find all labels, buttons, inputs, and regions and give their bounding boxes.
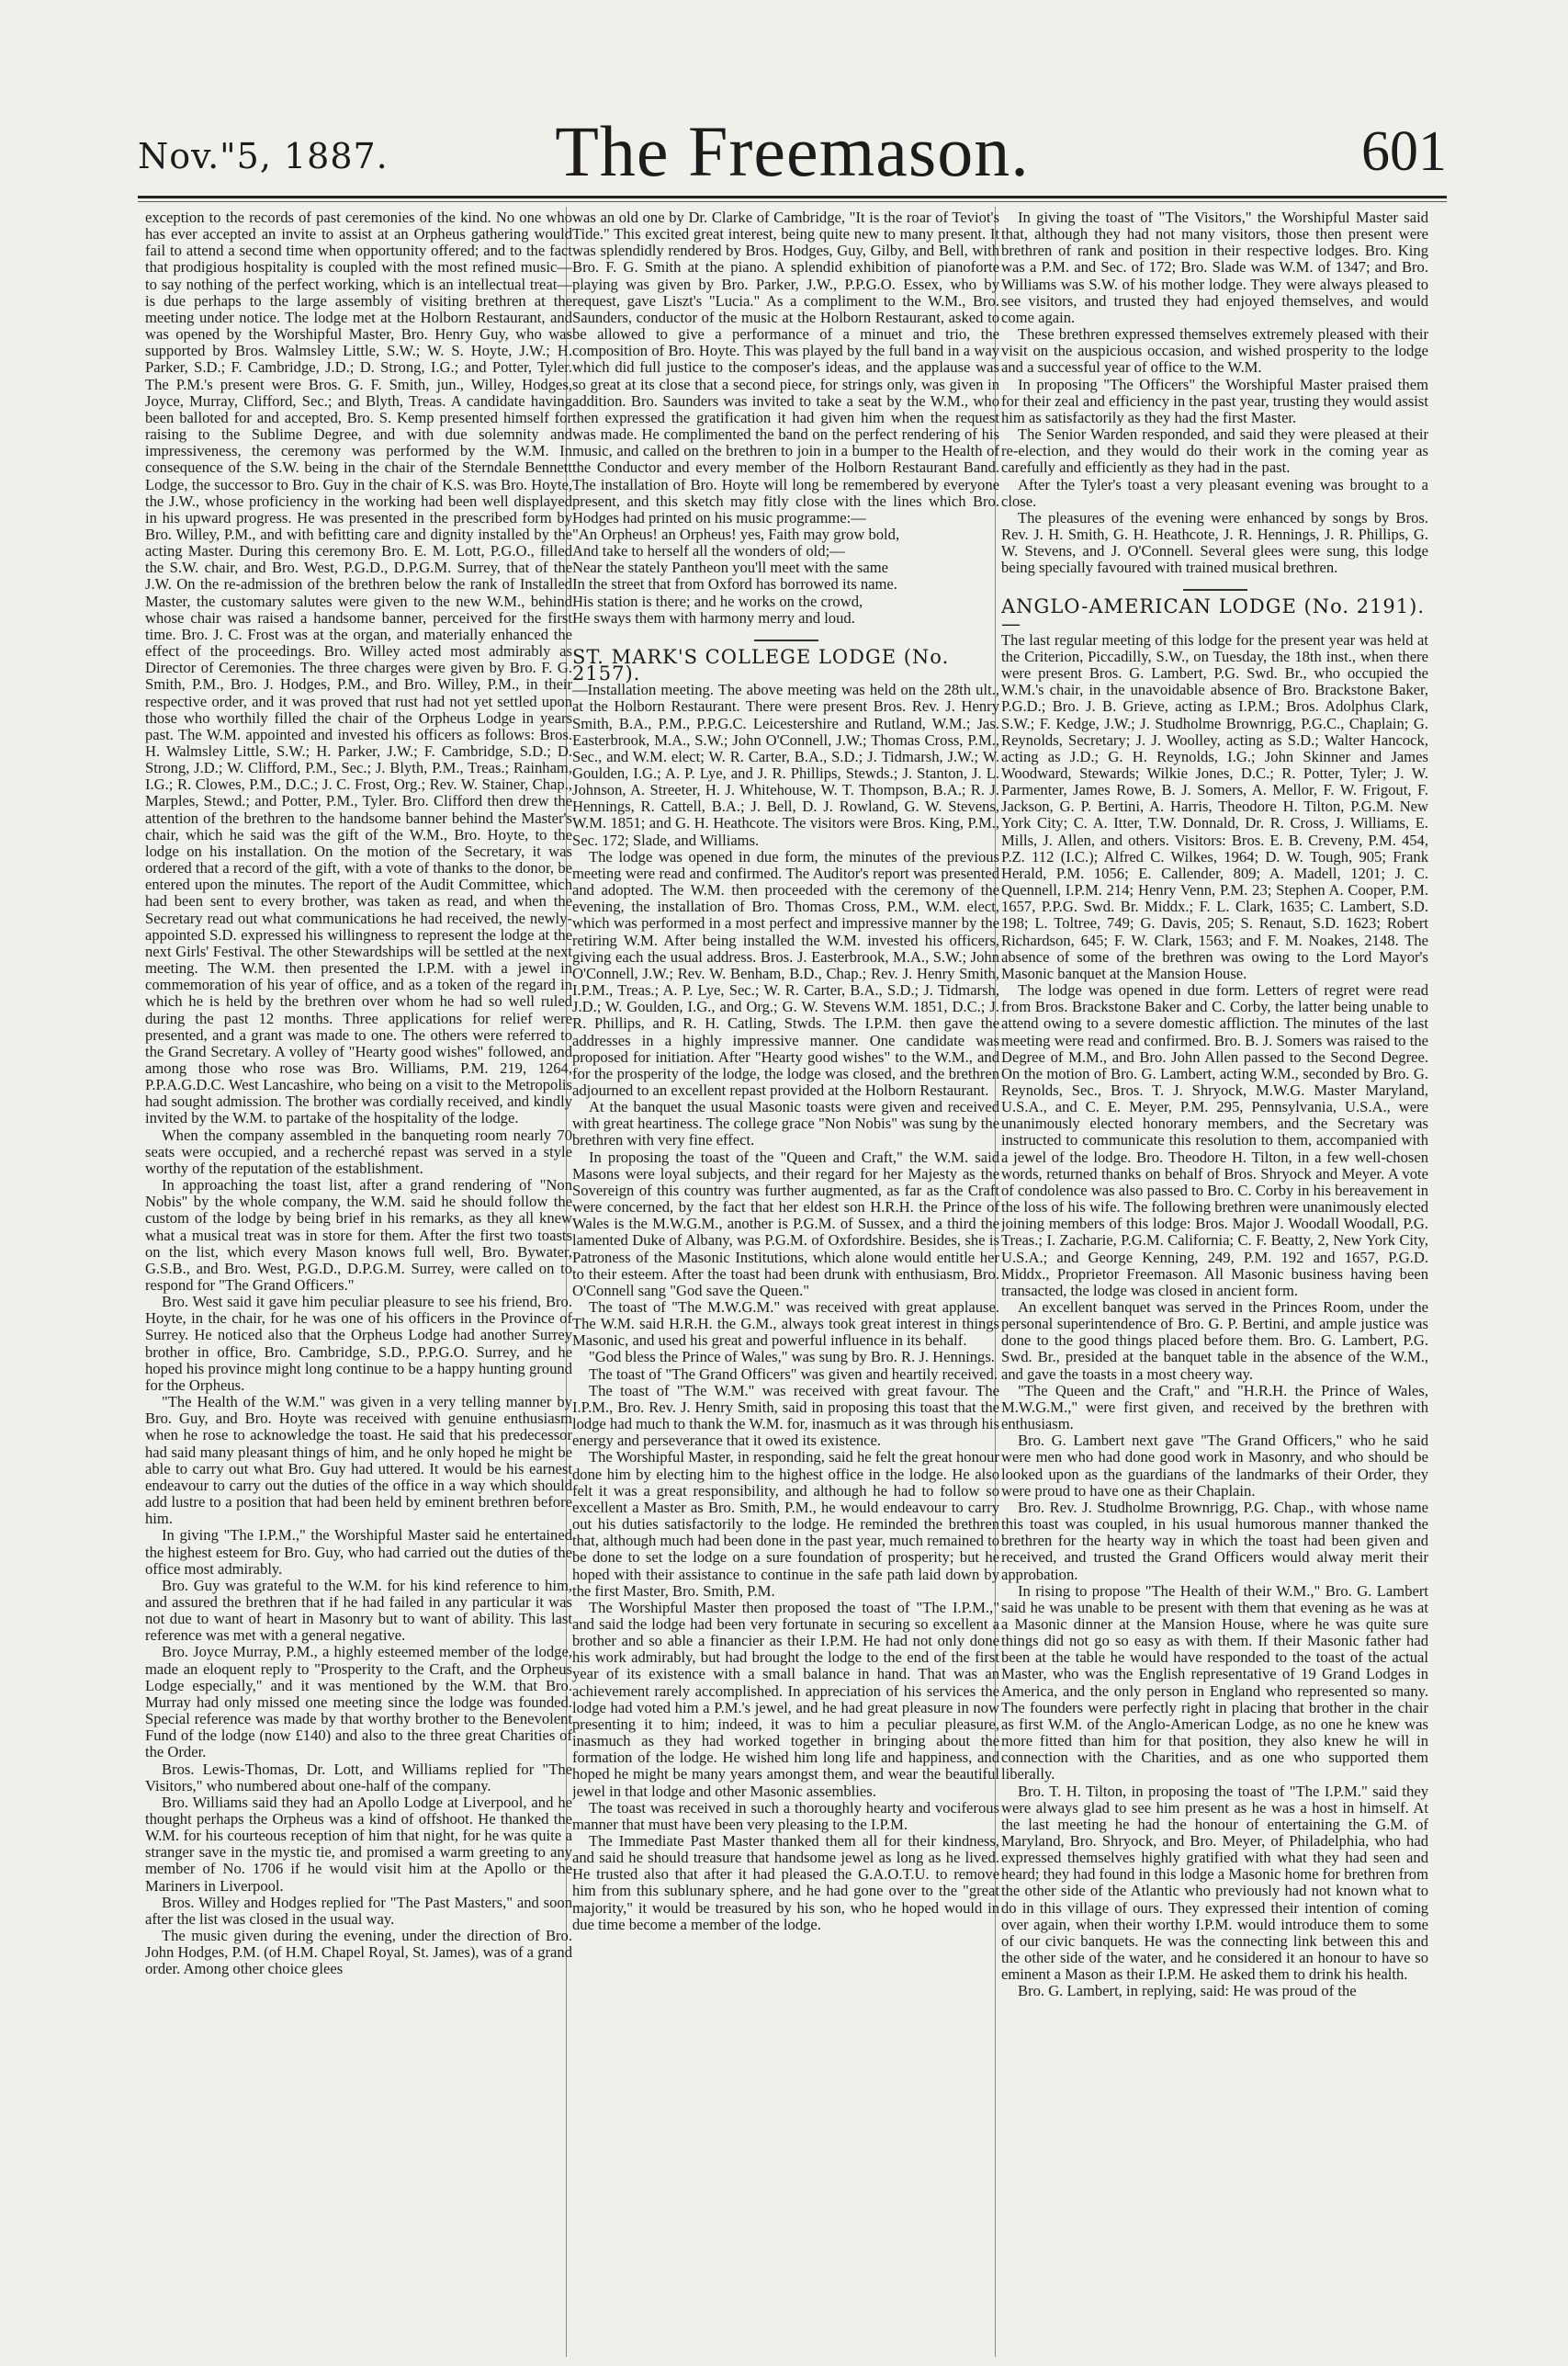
poem-line: He sways them with harmony merry and loud. <box>572 608 855 627</box>
article-paragraph: In giving the toast of "The Visitors," the Worshipful Master said that, although they had not many visitors, those then present were brethren of rank and position in their respective lodges. Bro. King was a P.M. and Sec. of 172; Bro. Slade was W.M. of 1347; and Bro. Williams was S.W. of his mother lodge. They were always pleased to see visitors, and trusted they had enjoyed themselves, and would come again. <box>1001 209 1428 326</box>
article-paragraph: "The Queen and the Craft," and "H.R.H. the Prince of Wales, M.W.G.M.," were first given, and received by the brethren with enthusiasm. <box>1001 1381 1428 1433</box>
poem-line: Near the stately Pantheon you'll meet with the same <box>572 559 888 577</box>
article-paragraph: Bro. G. Lambert next gave "The Grand Officers," who he said were men who had done good work in Masonry, and who should be looked upon as the guardians of the landmarks of their Order, they were proud to have one as their Chaplain. <box>1001 1432 1428 1500</box>
article-paragraph: The Worshipful Master then proposed the toast of "The I.P.M.," and said the lodge had been very fortunate in securing so excellent a brother and so able a financier as their I.P.M. He had not only done his work admirably, but had brought the lodge to the end of the first year of its existence with a small balance in hand. That was an achievement rarely accomplished. In appreciation of his services the lodge had voted him a P.M.'s jewel, and he had great pleasure in now presenting it to him; indeed, it was to him a peculiar pleasure, inasmuch as they had worked together in bringing about the formation of the lodge. He wished him long life and happiness, and hoped he might be many years amongst them, and wear the beautiful jewel in that lodge and other Masonic assemblies. <box>572 1598 999 1800</box>
masthead <box>138 110 1447 198</box>
article-paragraph: Bros. Lewis-Thomas, Dr. Lott, and Williams replied for "The Visitors," who numbered about one-half of the company. <box>145 1760 572 1794</box>
article-paragraph: was an old one by Dr. Clarke of Cambridge, "It is the roar of Teviot's Tide." This excited great interest, being quite new to many present. It was splendidly rendered by Bros. Hodges, Guy, Gilby, and Bell, with Bro. F. G. Smith at the piano. A splendid exhibition of pianoforte playing was given by Bro. Parker, J.W., P.P.G.O. Essex, who by request, gave Liszt's "Lucia." As a compliment to the W.M., Bro. Saunders, conductor of the music at the Holborn Restaurant, asked to be allowed to give a performance of a minuet and trio, the composition of Bro. Hoyte. This was played by the full band in a way which did full justice to the composer's ideas, and the applause was so great at its close that a second piece, for strings only, was given in addition. Bro. Saunders was invited to take a seat by the W.M., who then expressed the gratification it had given him when the request was made. He complimented the band on the perfect rendering of his music, and called on the brethren to join in a bumper to the Health of the Conductor and every member of the Holborn Restaurant Band. The installation of Bro. Hoyte will long be remembered by everyone present, and this sketch may fitly close with the lines which Bro. Hodges had printed on his music programme:— <box>572 209 999 526</box>
article-paragraph: After the Tyler's toast a very pleasant evening was brought to a close. <box>1001 475 1428 510</box>
column-3 <box>1001 209 1428 2360</box>
article-paragraph: Bro. Rev. J. Studholme Brownrigg, P.G. Chap., with whose name this toast was coupled, in his usual humorous manner thanked the brethren for the hearty way in which the toast had been given and received, and trusted the Grand Officers would alway merit their approbation. <box>1001 1498 1428 1583</box>
article-paragraph: An excellent banquet was served in the Princes Room, under the personal superintendence of Bro. G. P. Bertini, and ample justice was done to the good things placed before them. Bro. G. Lambert, P.G. Swd. Br., presided at the banquet table in the absence of the W.M., and gave the toasts in a most cheery way. <box>1001 1298 1428 1383</box>
article-paragraph: In proposing the toast of the "Queen and Craft," the W.M. said Masons were loyal subjects, and their regard for her Majesty as the Sovereign of this country was further augmented, as far as the Craft were concerned, by the fact that her eldest son H.R.H. the Prince of Wales is the M.W.G.M., another is P.G.M. of Sussex, and a third the lamented Duke of Albany, was P.G.M. of Oxfordshire. Besides, she is Patroness of the Masonic Institutions, which alone would entitle her to their esteem. After the toast had been drunk with enthusiasm, Bro. O'Connell sang "God save the Queen." <box>572 1148 999 1299</box>
masthead-rule <box>138 196 1447 198</box>
article-paragraph: "God bless the Prince of Wales," was sung by Bro. R. J. Hennings. <box>589 1348 995 1366</box>
article-paragraph: In rising to propose "The Health of their W.M.," Bro. G. Lambert said he was unable to be present with them that evening as he was at a Masonic dinner at the Mansion House, where he was quite sure things did not go so easy as with them. If their Masonic father had been at the table he would have responded to the toast of the actual Master, who was the English representative of 19 Grand Lodges in America, and the only person in England who represented so many. The founders were perfectly right in placing that brother in the chair as first W.M. of the Anglo-American Lodge, as no one he knew was more fitted than him for that position, they also knew he will in connection with the Charities, and as one who supported them liberally. <box>1001 1581 1428 1783</box>
article-paragraph: exception to the records of past ceremonies of the kind. No one who has ever accepted an invite to assist at an Orpheus gathering would fail to attend a second time when opportunity offered; and to the fact that prodigious hospitality is coupled with the most refined music—to say nothing of the perfect working, which is an intellectual treat—is due perhaps to the large assembly of visiting brethren at the meeting under notice. The lodge met at the Holborn Restaurant, and was opened by the Worshipful Master, Bro. Henry Guy, who was supported by Bros. Walmsley Little, S.W.; W. S. Hoyte, J.W.; H. Parker, S.D.; F. Cambridge, J.D.; D. Strong, I.G.; and Potter, Tyler. The P.M.'s present were Bros. G. F. Smith, jun., Willey, Hodges, Joyce, Murray, Clifford, Sec.; and Blyth, Treas. A candidate having been balloted for and accepted, Bro. S. Kemp presented himself for raising to the Sublime Degree, and with due solemnity and impressiveness, the ceremony was performed by the W.M. In consequence of the S.W. being in the chair of the Sterndale Bennett Lodge, the successor to Bro. Guy in the chair of K.S. was Bro. Hoyte, the J.W., whose proficiency in the working had been well displayed in his upward progress. He was presented in the prescribed form by Bro. Willey, P.M., and with befitting care and dignity installed by the acting Master. During this ceremony Bro. E. M. Lott, P.G.O., filled the S.W. chair, and Bro. West, P.G.D., D.P.G.M. Surrey, that of the J.W. On the re-admission of the brethren below the rank of Installed Master, the customary salutes were given to the new W.M., behind whose chair was raised a handsome banner, perceived for the first time. Bro. J. C. Frost was at the organ, and materially enhanced the effect of the proceedings. Bro. Willey acted most admirably as Director of Ceremonies. The three charges were given by Bro. F. G. Smith, P.M., Bro. J. Hodges, P.M., and Bro. Willey, P.M., in their respective order, and it was proved that rust had not yet settled upon those who worthily filled the chair of the Orpheus Lodge in years past. The W.M. appointed and invested his officers as follows: Bros. H. Walmsley Little, S.W.; H. Parker, J.W.; F. Cambridge, S.D.; D. Strong, J.D.; W. Clifford, P.M., Sec.; J. Blyth, P.M., Treas.; Rainham, I.G.; R. Clowes, P.M., D.C.; J. C. Frost, Org.; Rev. W. Stainer, Chap., Marples, Stewd.; and Potter, P.M., Tyler. Bro. Clifford then drew the attention of the brethren to the handsome banner behind the Master's chair, which he said was the gift of the W.M., Bro. Hoyte, to the lodge on his installation. On the motion of the Secretary, it was ordered that a record of the gift, with a vote of thanks to the donor, be entered upon the minutes. The report of the Audit Committee, which had been sent to every brother, was taken as read, and when the Secretary read out what communications he had received, the newly-appointed S.D. expressed his willingness to represent the lodge at the next Girls' Festival. The other Stewardships will be settled at the next meeting. The W.M. then presented the I.P.M. with a jewel in commemoration of his year of office, and as a token of the regard in which he is held by the brethren over whom he had so well ruled during the past 12 months. Three applications for relief were presented, and a grant was made to one. The others were referred to the Grand Secretary. A volley of "Hearty good wishes" followed, and among those who rose was Bro. Williams, P.M. 219, 1264, P.P.A.G.D.C. West Lancashire, who being on a visit to the Metropolis had sought admission. The brother was cordially received, and kindly invited by the W.M. to partake of the hospitality of the lodge. <box>145 209 572 1127</box>
section-heading: ST. MARK'S COLLEGE LODGE (No. 2157). <box>572 645 950 685</box>
section-heading: ANGLO-AMERICAN LODGE (No. 2191).— <box>1001 595 1426 635</box>
column-1 <box>145 209 572 2360</box>
article-paragraph: The Immediate Past Master thanked them all for their kindness, and said he should treasure that handsome jewel as long as he lived. He trusted also that after it had pleased the G.A.O.T.U. to remove him from this sublunary sphere, and he had gone over to the "great majority," it would be treasured by his son, who he hoped would in due time become a member of the lodge. <box>572 1832 999 1933</box>
article-paragraph: The toast of "The W.M." was received with great favour. The I.P.M., Bro. Rev. J. Henry Smith, said in proposing this toast that the lodge had much to thank the W.M. for, inasmuch as it was through his energy and perseverance that it owed its existence. <box>572 1381 999 1450</box>
section-divider <box>754 640 818 641</box>
article-paragraph: Bros. Willey and Hodges replied for "The Past Masters," and soon after the list was closed in the usual way. <box>145 1893 572 1928</box>
article-paragraph: —Installation meeting. The above meeting was held on the 28th ult., at the Holborn Restaurant. There were present Bros. Rev. J. Henry Smith, B.A., P.M., P.P.G.C. Leicestershire and Rutland, W.M.; Jas. Easterbrook, M.A., S.W.; John O'Connell, J.W.; Thomas Cross, P.M., Sec., and W.M. elect; W. R. Carter, B.A., S.D.; J. Tidmarsh, J.W.; W. Goulden, I.G.; A. P. Lye, and J. R. Phillips, Stewds.; J. Stanton, J. L. Johnson, A. Streeter, H. J. Whitehouse, W. T. Thompson, B.A.; R. J. Hennings, R. Cattell, B.A.; J. Bell, D. J. Rowland, G. W. Stevens, W.M. 1851; and G. H. Heathcote. The visitors were Bros. King, P.M., Sec. 172; Slade, and Williams. <box>572 681 999 849</box>
poem-line: His station is there; and he works on the crowd, <box>572 592 863 610</box>
poem-line: "An Orpheus! an Orpheus! yes, Faith may grow bold, <box>572 525 900 543</box>
article-paragraph: The toast of "The M.W.G.M." was received with great applause. The W.M. said H.R.H. the G.M., always took great interest in things Masonic, and used his great and powerful influence in its behalf. <box>572 1298 999 1350</box>
article-paragraph: The lodge was opened in due form. Letters of regret were read from Bros. Brackstone Baker and C. Corby, the latter being unable to attend owing to a severe domestic affliction. The minutes of the last meeting were read and confirmed. Bro. B. J. Somers was raised to the Degree of M.M., and Bro. John Allen passed to the Second Degree. On the motion of Bro. G. Lambert, acting W.M., seconded by Bro. G. Reynolds, Sec., Bros. T. J. Shryock, M.W.G. Master Maryland, U.S.A., and C. E. Meyer, P.M. 295, Pennsylvania, U.S.A., were unanimously elected honorary members, and the Secretary was instructed to communicate this resolution to them, accompanied with a jewel of the lodge. Bro. Theodore H. Tilton, in a few well-chosen words, returned thanks on behalf of Bros. Shryock and Meyer. A vote of condolence was also passed to Bro. C. Corby in his bereavement in the loss of his wife. The following brethren were unanimously elected joining members of this lodge: Bros. Major J. Woodall Woodall, P.G. Treas.; I. Zacharie, P.G.M. California; C. F. Beatty, 2, New York City, U.S.A.; and George Kenning, 249, P.M. 192 and 1657, P.G.D. Middx., Proprietor Freemason. All Masonic business having been transacted, the lodge was closed in ancient form. <box>1001 981 1428 1299</box>
article-paragraph: These brethren expressed themselves extremely pleased with their visit on the auspicious occasion, and wished prosperity to the lodge and a successful year of office to the W.M. <box>1001 325 1428 377</box>
article-paragraph: The Senior Warden responded, and said they were pleased at their re-election, and they would do their work in the coming year as carefully and efficiently as they had in the past. <box>1001 425 1428 477</box>
article-paragraph: The Worshipful Master, in responding, said he felt the great honour done him by electing him to the highest office in the lodge. He also felt it was a great responsibility, and although he had to follow so excellent a Master as Bro. Smith, P.M., he would endeavour to carry out his duties satisfactorily to the lodge. He reminded the brethren that, although much had been done in the past year, much remained to be done to set the lodge on a sure foundation of prosperity; but he hoped with their assistance to continue in the safe path laid down by the first Master, Bro. Smith, P.M. <box>572 1448 999 1600</box>
article-paragraph: At the banquet the usual Masonic toasts were given and received with great heartiness. The college grace "Non Nobis" was sung by the brethren with very fine effect. <box>572 1098 999 1149</box>
issue-date: Nov."5, 1887. <box>138 136 389 176</box>
article-paragraph: Bro. Guy was grateful to the W.M. for his kind reference to him, and assured the brethren that if he had failed in any particular it was not due to want of heart in Masonry but to want of ability. This last reference was met with a general negative. <box>145 1576 572 1645</box>
article-paragraph: In approaching the toast list, after a grand rendering of "Non Nobis" by the whole company, the W.M. said he should follow the custom of the lodge by being brief in his remarks, as they all knew what a musical treat was in store for them. After the first two toasts on the list, which every Mason knows full well, Bro. Bywater, G.S.B., and Bro. West, P.G.D., D.P.G.M. Surrey, were called on to respond for "The Grand Officers." <box>145 1176 572 1294</box>
article-paragraph: Bro. G. Lambert, in replying, said: He was proud of the <box>1018 1982 1357 2000</box>
article-paragraph: The last regular meeting of this lodge for the present year was held at the Criterion, Piccadilly, S.W., on Tuesday, the 18th inst., when there were present Bros. G. Lambert, P.G. Swd. Br., who occupied the W.M.'s chair, in the unavoidable absence of Bro. Brackstone Baker, P.G.D.; Bro. J. B. Grieve, acting as I.P.M.; Bros. Adolphus Clark, S.W.; F. Kedge, J.W.; J. Studholme Brownrigg, P.G.C., Chaplain; G. Reynolds, Secretary; J. J. Woolley, acting as S.D.; Walter Hancock, acting as J.D.; G. H. Reynolds, I.G.; John Skinner and James Woodward, Stewards; Wilkie Jones, D.C.; R. Potter, Tyler; J. W. Parmenter, James Rowe, B. J. Somers, A. Mellor, F. W. Frigout, F. Jackson, G. P. Bertini, A. Harris, Theodore H. Tilton, P.G.M. New York City; C. A. Itter, T.W. Donnald, Dr. R. Cross, J. Williams, E. Mills, J. Allen, and others. Visitors: Bros. E. B. Creveny, P.M. 454, P.Z. 112 (I.C.); Alfred C. Wilkes, 1964; D. W. Tough, 905; Frank Herald, P.M. 1056; E. Callender, 809; A. Madell, 1201; J. C. Quennell, I.P.M. 214; Henry Venn, P.M. 23; Stephen A. Cooper, P.M. 1657, P.P.G. Swd. Br. Middx.; F. L. Clark, 1635; C. Lambert, S.D. 198; L. Toltree, 749; G. Davis, 205; S. Renaut, S.D. 1623; Robert Richardson, 645; F. W. Clark, 1563; and F. M. Noakes, 2148. The absence of some of the brethren was owing to the Lord Mayor's Masonic banquet at the Mansion House. <box>1001 630 1428 982</box>
section-divider <box>1183 589 1247 591</box>
article-paragraph: The toast was received in such a thoroughly hearty and vociferous manner that must have been very pleasing to the I.P.M. <box>572 1798 999 1833</box>
column-2 <box>572 209 999 2360</box>
article-paragraph: In proposing "The Officers" the Worshipful Master praised them for their zeal and efficiency in the past year, trusting they would assist him as satisfactorily as they had the first Master. <box>1001 375 1428 426</box>
article-paragraph: The music given during the evening, under the direction of Bro. John Hodges, P.M. (of H.M. Chapel Royal, St. James), was of a grand order. Among other choice glees <box>145 1927 572 1978</box>
article-paragraph: In giving "The I.P.M.," the Worshipful Master said he entertained the highest esteem for Bro. Guy, who had carried out the duties of the office most admirably. <box>145 1526 572 1578</box>
poem-line: In the street that from Oxford has borrowed its name. <box>572 575 897 594</box>
poem-line: And take to herself all the wonders of old;— <box>572 542 845 560</box>
article-paragraph: Bro. Williams said they had an Apollo Lodge at Liverpool, and he thought perhaps the Orpheus was a kind of offshoot. He thanked the W.M. for his courteous reception of him that night, for he was quite a stranger save in the mystic tie, and promised a warm greeting to any member of No. 1706 if he would visit him at the Apollo or the Mariners in Liverpool. <box>145 1793 572 1895</box>
page-number: 601 <box>1361 120 1447 183</box>
publication-title: The Freemason. <box>555 111 1030 191</box>
masthead-rule-thin <box>138 201 1447 202</box>
article-paragraph: The lodge was opened in due form, the minutes of the previous meeting were read and confirmed. The Auditor's report was presented and adopted. The W.M. then proceeded with the ceremony of the evening, the installation of Bro. Thomas Cross, P.M., W.M. elect, which was performed in a most perfect and impressive manner by the retiring W.M. After being installed the W.M. invested his officers, giving each the usual address. Bros. J. Easterbrook, M.A., S.W.; John O'Connell, J.W.; Rev. W. Benham, B.D., Chap.; Rev. J. Henry Smith, I.P.M., Treas.; A. P. Lye, Sec.; W. R. Carter, B.A., S.D.; J. Tidmarsh, J.D.; W. Goulden, I.G., and Org.; G. W. Stevens W.M. 1851, D.C.; J. R. Phillips, and R. H. Catling, Stwds. The I.P.M. then gave the addresses in a highly impressive manner. One candidate was proposed for initiation. After "Hearty good wishes" to the W.M., and for the prosperity of the lodge, the lodge was closed, and the brethren adjourned to an excellent repast provided at the Holborn Restaurant. <box>572 847 999 1099</box>
article-paragraph: When the company assembled in the banqueting room nearly 70 seats were occupied, and a recherché repast was served in a style worthy of the reputation of the establishment. <box>145 1126 572 1177</box>
article-paragraph: The pleasures of the evening were enhanced by songs by Bros. Rev. J. H. Smith, G. H. Heathcote, J. R. Hennings, J. R. Phillips, G. W. Stevens, and J. O'Connell. Several glees were sung, this lodge being specially favoured with trained musical brethren. <box>1001 508 1428 577</box>
article-paragraph: The toast of "The Grand Officers" was given and heartily received. <box>589 1364 998 1383</box>
article-paragraph: Bro. West said it gave him peculiar pleasure to see his friend, Bro. Hoyte, in the chair, for he was one of his officers in the Province of Surrey. He noticed also that the Orpheus Lodge had another Surrey brother in office, Bro. Cambridge, S.D., P.P.G.O. Surrey, and he hoped his province might long continue to be a happy hunting ground for the Orpheus. <box>145 1293 572 1394</box>
article-paragraph: "The Health of the W.M." was given in a very telling manner by Bro. Guy, and Bro. Hoyte was received with genuine enthusiasm when he rose to acknowledge the toast. He said that his predecessor had said many pleasant things of him, and he only hoped he might be able to carry out what Bro. Guy had uttered. It would be his earnest endeavour to carry out the duties of the office in a way which should add lustre to a position that had been held by eminent brethren before him. <box>145 1393 572 1528</box>
article-paragraph: Bro. T. H. Tilton, in proposing the toast of "The I.P.M." said they were always glad to see him present as he was a host in himself. At the last meeting he had the honour of entertaining the G.M. of Maryland, Bro. Shryock, and Bro. Meyer, of Philadelphia, who had expressed themselves highly gratified with what they had seen and heard; they had found in this lodge a Masonic home for brethren from the other side of the Atlantic who previously had not known what to do in this village of ours. They expressed their intention of coming over again, when their worthy I.P.M. would introduce them to some of our civic banquets. He was the connecting link between this and the other side of the water, and he considered it an honour to have so eminent a Mason as their I.P.M. He asked them to drink his health. <box>1001 1782 1428 1984</box>
article-paragraph: Bro. Joyce Murray, P.M., a highly esteemed member of the lodge, made an eloquent reply to "Prosperity to the Craft, and the Orpheus Lodge especially," and it was mentioned by the W.M. that Bro. Murray had only missed one meeting since the lodge was founded. Special reference was made by that worthy brother to the Benevolent Fund of the lodge (now £140) and also to the three great Charities of the Order. <box>145 1643 572 1761</box>
